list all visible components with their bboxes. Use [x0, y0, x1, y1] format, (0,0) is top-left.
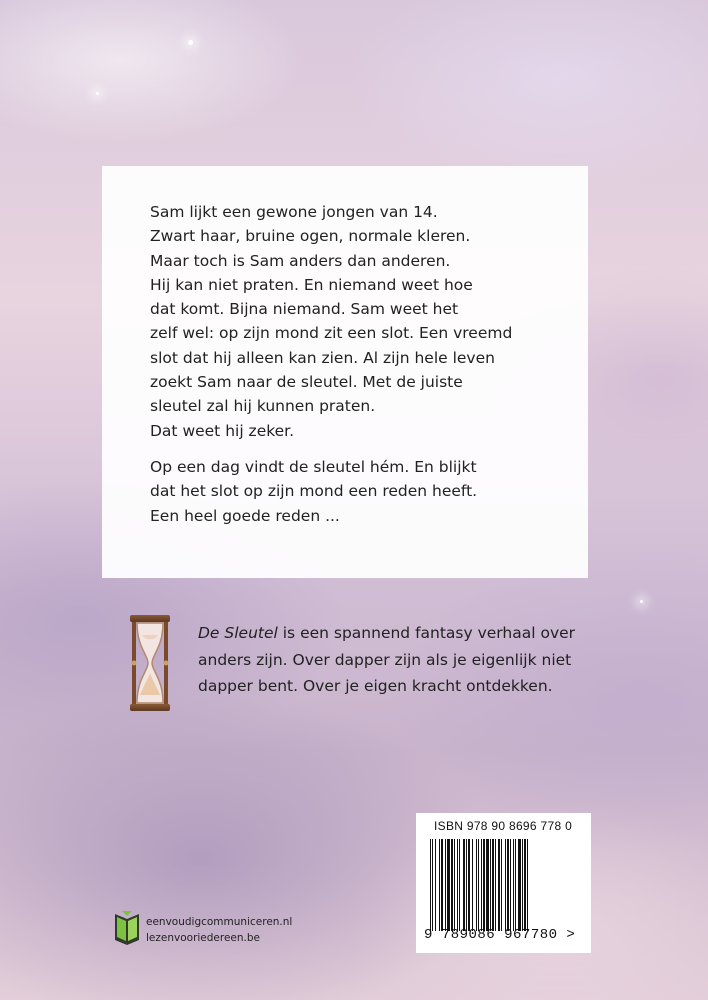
summary-line: zelf wel: op zijn mond zit een slot. Een vreemd — [150, 324, 513, 343]
barcode-bar — [439, 839, 440, 931]
barcode-bar — [522, 839, 523, 931]
summary-line: Dat weet hij zeker. — [150, 421, 295, 440]
summary-paragraph-2 — [150, 455, 477, 528]
barcode-bar — [435, 839, 436, 931]
summary-line: Op een dag vindt de sleutel hém. En blijkt — [150, 458, 477, 476]
publisher-site-2: lezenvooriedereen.be — [146, 932, 261, 944]
blurb-line: anders zijn. Over dapper zijn als je eigenlijk niet — [198, 650, 572, 669]
publisher-logo-icon — [114, 910, 140, 946]
summary-line: sleutel zal hij kunnen praten. — [150, 397, 376, 416]
barcode-bar — [510, 839, 511, 931]
barcode — [430, 839, 576, 931]
barcode-bar — [463, 839, 465, 931]
barcode-bar — [486, 839, 489, 931]
barcode-bar — [441, 839, 443, 931]
sparkle — [640, 600, 643, 603]
barcode-bar — [459, 839, 460, 931]
summary-line: Maar toch is Sam anders dan anderen. — [150, 251, 451, 270]
barcode-bar — [490, 839, 491, 931]
summary-line: Sam lijkt een gewone jongen van 14. — [150, 203, 438, 221]
barcode-bar — [498, 839, 500, 931]
barcode-bar — [518, 839, 521, 931]
barcode-bar — [476, 839, 477, 931]
blurb — [198, 620, 618, 700]
hourglass-icon — [128, 613, 172, 713]
publisher-site-1: eenvoudigcommuniceren.nl — [146, 916, 293, 928]
blurb-line: dapper bent. Over je eigen kracht ontdekken. — [198, 677, 553, 695]
barcode-box — [416, 813, 591, 953]
barcode-bar — [445, 839, 446, 931]
barcode-bar — [432, 839, 433, 931]
barcode-bar — [457, 839, 458, 931]
publisher-sites — [146, 914, 292, 946]
summary-line: Zwart haar, bruine ogen, normale kleren. — [150, 227, 471, 246]
barcode-bar — [513, 839, 514, 931]
barcode-digits: 9 789086 967780 > — [424, 927, 576, 943]
summary-line: dat het slot op zijn mond een reden heeft. — [150, 482, 478, 501]
isbn-label: ISBN 978 90 8696 778 0 — [434, 819, 573, 833]
summary-paragraph-1 — [150, 200, 512, 443]
summary-line: zoekt Sam naar de sleutel. Met de juiste — [150, 373, 463, 392]
barcode-bar — [524, 839, 526, 931]
barcode-bar — [454, 839, 455, 931]
barcode-bar — [468, 839, 470, 931]
summary-line: Een heel goede reden ... — [150, 506, 340, 525]
barcode-bar — [501, 839, 502, 931]
sparkle — [96, 92, 99, 95]
barcode-bar — [527, 839, 528, 931]
barcode-bar — [507, 839, 509, 931]
barcode-bar — [466, 839, 467, 931]
barcode-bar — [505, 839, 506, 931]
barcode-bar — [430, 839, 431, 931]
summary-line: dat komt. Bijna niemand. Sam weet het — [150, 300, 459, 319]
barcode-bar — [515, 839, 516, 931]
barcode-bar — [478, 839, 479, 931]
barcode-bar — [492, 839, 494, 931]
summary-line: slot dat hij alleen kan zien. Al zijn hele leven — [150, 348, 495, 367]
sparkle — [188, 40, 193, 45]
blurb-text: is een spannend fantasy verhaal over — [277, 624, 576, 642]
blurb-line — [198, 620, 618, 647]
barcode-bar — [495, 839, 496, 931]
summary-line: Hij kan niet praten. En niemand weet hoe — [150, 275, 473, 294]
barcode-bar — [472, 839, 473, 931]
barcode-bar — [481, 839, 482, 931]
barcode-bar — [451, 839, 453, 931]
barcode-bar — [447, 839, 450, 931]
summary-panel — [102, 166, 588, 578]
barcode-bar — [483, 839, 485, 931]
book-title: De Sleutel — [198, 624, 278, 642]
